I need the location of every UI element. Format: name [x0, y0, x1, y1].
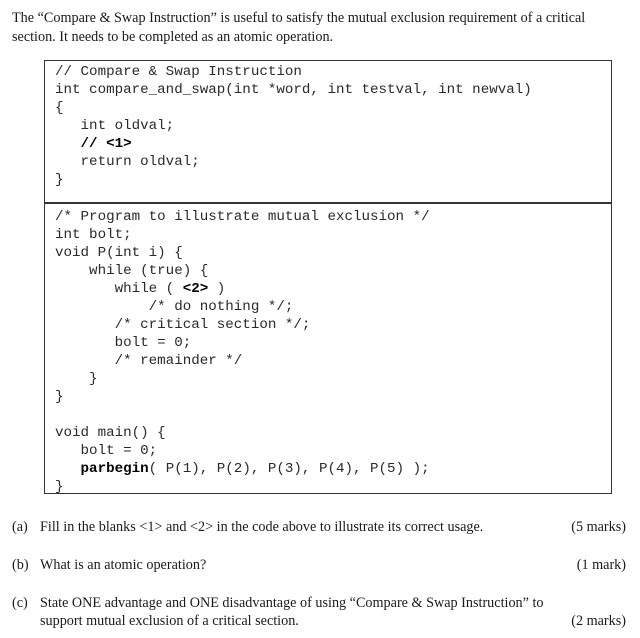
code-line: // Compare & Swap Instruction — [55, 64, 302, 80]
code-line: /* Program to illustrate mutual exclusion */ — [55, 209, 430, 225]
code-line: } — [55, 389, 64, 405]
code-fragment — [55, 461, 81, 477]
code-line: while (true) { — [55, 263, 209, 279]
parbegin-keyword: parbegin — [80, 461, 149, 477]
code-line — [55, 460, 430, 478]
blank-2-placeholder: <2> — [182, 281, 209, 297]
question-label: (c) — [12, 595, 28, 611]
question-marks: (2 marks) — [571, 613, 626, 629]
code-line: /* remainder */ — [55, 353, 243, 369]
code-line: } — [55, 172, 64, 188]
code-line: { — [55, 100, 64, 116]
question-label: (b) — [12, 557, 29, 573]
code-line: } — [55, 371, 98, 387]
code-line: return oldval; — [55, 154, 200, 170]
code-line: int bolt; — [55, 227, 132, 243]
code-fragment: ( P(1), P(2), P(3), P(4), P(5) ); — [148, 461, 430, 477]
code-line: bolt = 0; — [55, 335, 192, 351]
question-text: Fill in the blanks <1> and <2> in the code above to illustrate its correct usage. — [40, 519, 484, 535]
question-text-continued: support mutual exclusion of a critical section. — [40, 613, 299, 629]
question-c — [12, 594, 626, 632]
code-line: void main() { — [55, 425, 166, 441]
code-line: void P(int i) { — [55, 245, 183, 261]
question-marks: (1 mark) — [576, 557, 626, 573]
question-marks: (5 marks) — [571, 519, 626, 535]
code-line: bolt = 0; — [55, 443, 158, 459]
intro-paragraph: The “Compare & Swap Instruction” is useful to satisfy the mutual exclusion requirement of a critical section. It needs to be completed as an atomic operation. — [12, 10, 586, 45]
question-text: State ONE advantage and ONE disadvantage of using “Compare & Swap Instruction” to — [40, 595, 544, 611]
mutual-exclusion-program-block — [44, 203, 612, 494]
code-fragment: while ( — [55, 281, 183, 297]
question-text: What is an atomic operation? — [40, 557, 207, 573]
code-fragment: ) — [208, 281, 226, 297]
code-line: int oldval; — [55, 118, 175, 134]
blank-1-placeholder: // <1> — [55, 136, 132, 152]
code-line: int compare_and_swap(int *word, int testval, int newval) — [55, 82, 532, 98]
question-label: (a) — [12, 519, 28, 535]
code-line — [55, 280, 225, 298]
code-line: /* critical section */; — [55, 317, 311, 333]
code-line: /* do nothing */; — [55, 299, 294, 315]
compare-and-swap-code-block — [44, 60, 612, 203]
code-line: } — [55, 479, 64, 495]
